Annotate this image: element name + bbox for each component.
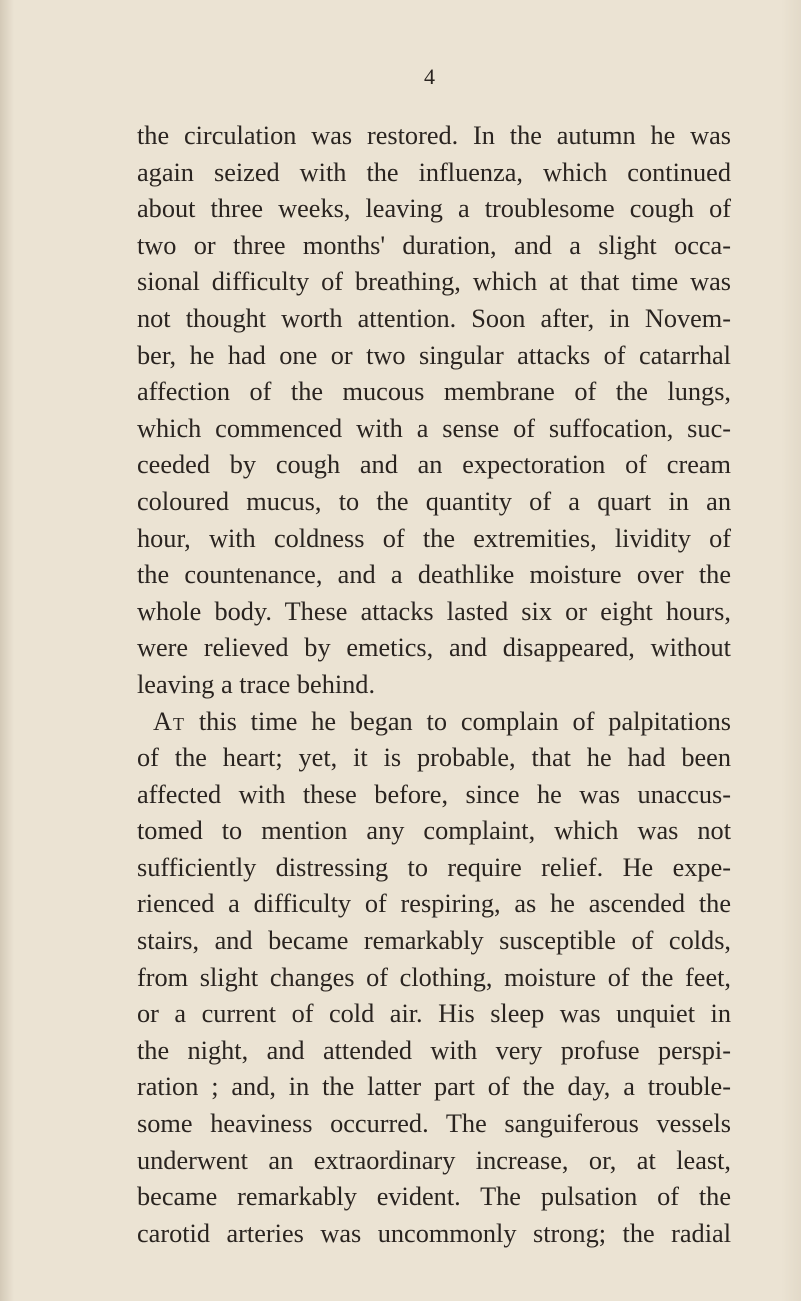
text-line: the circulation was restored. In the autumn he was bbox=[137, 121, 731, 150]
paragraph-opening-word: At bbox=[153, 706, 185, 736]
text-line: leaving a trace behind. bbox=[137, 669, 376, 699]
page-number: 4 bbox=[424, 64, 435, 89]
text-line: carotid arteries was uncommonly strong; the radial bbox=[137, 1218, 731, 1248]
text-line: the countenance, and a deathlike moisture over the bbox=[137, 560, 731, 590]
text-line: or a current of cold air. His sleep was unquiet in bbox=[137, 999, 731, 1029]
text-line: were relieved by emetics, and disappeared, without bbox=[137, 633, 731, 663]
text-line: ber, he had one or two singular attacks of catarrhal bbox=[137, 340, 731, 370]
text-line: some heaviness occurred. The sanguiferous vessels bbox=[137, 1109, 731, 1139]
text-line: became remarkably evident. The pulsation of the bbox=[137, 1182, 731, 1212]
text-line: whole body. These attacks lasted six or eight hours, bbox=[137, 596, 731, 626]
text-line: again seized with the influenza, which continued bbox=[137, 157, 731, 187]
text-line: underwent an extraordinary increase, or, at least, bbox=[137, 1145, 731, 1175]
text-line: from slight changes of clothing, moisture of the feet, bbox=[137, 962, 731, 992]
text-line: sional difficulty of breathing, which at that time was bbox=[137, 267, 731, 297]
paragraph-opening-rest: this time he began to complain of palpitations bbox=[185, 706, 731, 736]
text-line: sufficiently distressing to require relief. He expe- bbox=[137, 852, 731, 882]
text-line: stairs, and became remarkably susceptible of colds, bbox=[137, 926, 731, 956]
text-line: two or three months' duration, and a slight occa- bbox=[137, 230, 731, 260]
text-line: affection of the mucous membrane of the lungs, bbox=[137, 377, 731, 407]
text-line: hour, with coldness of the extremities, lividity of bbox=[137, 523, 731, 553]
text-line: of the heart; yet, it is probable, that he had been bbox=[137, 743, 731, 773]
text-line: ceeded by cough and an expectoration of cream bbox=[137, 450, 731, 480]
text-line: rienced a difficulty of respiring, as he ascended the bbox=[137, 889, 731, 919]
text-line: tomed to mention any complaint, which was not bbox=[137, 816, 731, 846]
text-line: ration ; and, in the latter part of the day, a trouble- bbox=[137, 1072, 731, 1102]
text-line: the night, and attended with very profuse perspi- bbox=[137, 1035, 731, 1065]
text-line: not thought worth attention. Soon after, in Novem- bbox=[137, 303, 731, 333]
body-text bbox=[137, 118, 731, 1252]
text-line: about three weeks, leaving a troublesome cough of bbox=[137, 194, 731, 224]
text-line: affected with these before, since he was unaccus- bbox=[137, 779, 731, 809]
text-line: coloured mucus, to the quantity of a quart in an bbox=[137, 486, 731, 516]
text-line: which commenced with a sense of suffocation, suc- bbox=[137, 413, 731, 443]
paragraph-opening-line bbox=[137, 704, 731, 741]
